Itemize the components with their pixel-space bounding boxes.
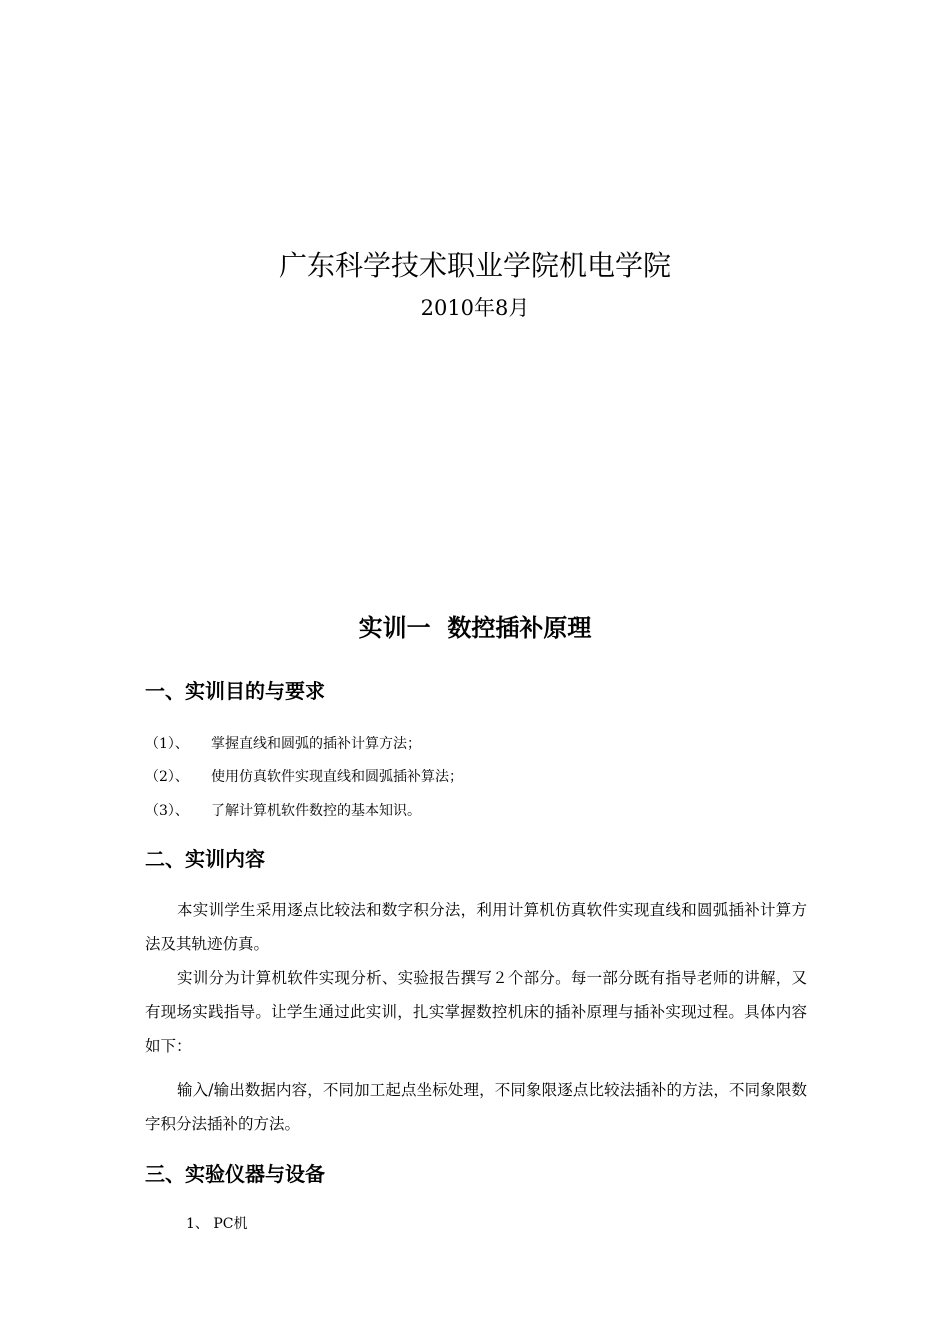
list-item-number: （1）、 [145, 736, 189, 752]
list-item-text: 掌握直线和圆弧的插补计算方法； [211, 736, 421, 752]
paragraph: 本实训学生采用逐点比较法和数字积分法，利用计算机仿真软件实现直线和圆弧插补计算方法及其轨迹仿真。 [145, 901, 807, 953]
section-heading-objectives: 一、实训目的与要求 [145, 679, 325, 703]
list-item-number: （2）、 [145, 769, 189, 785]
list-item: 1、 PC机 [186, 1216, 248, 1232]
list-item [145, 733, 421, 755]
paragraph: 实训分为计算机软件实现分析、实验报告撰写２个部分。每一部分既有指导老师的讲解，又有现场实践指导。让学生通过此实训，扎实掌握数控机床的插补原理与插补实现过程。具体内容如下： [145, 969, 807, 1055]
paragraph: 输入/输出数据内容，不同加工起点坐标处理，不同象限逐点比较法插补的方法，不同象限数字积分法插补的方法。 [145, 1081, 807, 1133]
section-heading-equipment: 三、实验仪器与设备 [145, 1162, 325, 1186]
section-heading-content: 二、实训内容 [145, 847, 265, 871]
list-item [145, 800, 421, 822]
list-item-number: （3）、 [145, 803, 189, 819]
list-item [145, 766, 463, 788]
cover-date: 2010年8月 [420, 296, 530, 320]
list-item-text: 使用仿真软件实现直线和圆弧插补算法； [211, 769, 463, 785]
list-item-text: 了解计算机软件数控的基本知识。 [211, 803, 421, 819]
chapter-title: 实训一 数控插补原理 [358, 614, 592, 642]
cover-institution: 广东科学技术职业学院机电学院 [278, 249, 671, 282]
